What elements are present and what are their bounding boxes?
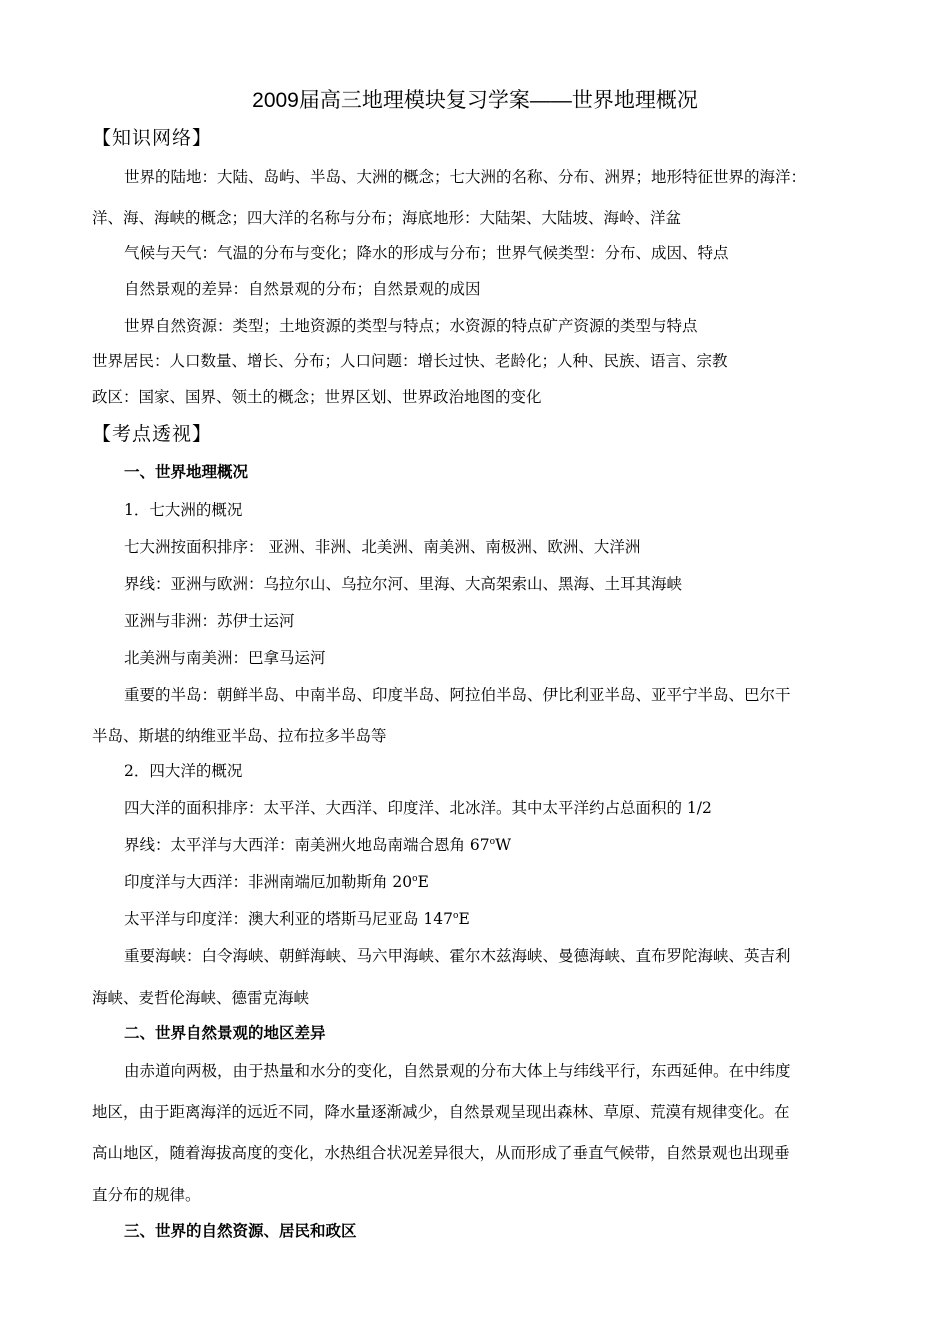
- section-heading-resources-population: 三、世界的自然资源、居民和政区: [124, 1223, 357, 1240]
- landscape-paragraph-line-2: 地区，由于距离海洋的远近不同，降水量逐渐减少，自然景观呈现出森林、草原、荒漠有规律变化。在: [92, 1103, 790, 1121]
- americas-boundary: 北美洲与南美洲：巴拿马运河: [124, 649, 326, 667]
- indian-atlantic-boundary: 印度洋与大西洋：非洲南端厄加勒斯角 20$^o$E: [124, 873, 429, 891]
- knowledge-line-politics: 政区：国家、国界、领土的概念；世界区划、世界政治地图的变化: [92, 388, 542, 406]
- asia-africa-boundary: 亚洲与非洲：苏伊士运河: [124, 612, 295, 630]
- pacific-indian-boundary: 太平洋与印度洋：澳大利亚的塔斯马尼亚岛 147$^o$E: [124, 910, 470, 928]
- item-four-oceans: 2．四大洋的概况: [124, 762, 243, 780]
- section-heading-world-overview: 一、世界地理概况: [124, 464, 249, 481]
- peninsulas-line-2: 半岛、斯堪的纳维亚半岛、拉布拉多半岛等: [92, 727, 387, 745]
- landscape-paragraph-line-3: 高山地区，随着海拔高度的变化，水热组合状况差异很大，从而形成了垂直气候带，自然景观也出现垂: [92, 1144, 790, 1162]
- knowledge-network-heading: 【知识网络】: [92, 127, 213, 149]
- section-heading-landscape-differences: 二、世界自然景观的地区差异: [124, 1025, 326, 1042]
- landscape-paragraph-line-4: 直分布的规律。: [92, 1186, 201, 1204]
- landscape-paragraph-line-1: 由赤道向两极，由于热量和水分的变化，自然景观的分布大体上与纬线平行，东西延伸。在中纬度: [124, 1062, 791, 1080]
- knowledge-line-land: 世界的陆地：大陆、岛屿、半岛、大洲的概念；七大洲的名称、分布、洲界；地形特征世界的海洋：: [124, 168, 807, 186]
- document-title: 2009届高三地理模块复习学案——世界地理概况: [252, 89, 698, 112]
- continent-area-order: 七大洲按面积排序： 亚洲、非洲、北美洲、南美洲、南极洲、欧洲、大洋洲: [124, 538, 641, 556]
- knowledge-line-population: 世界居民：人口数量、增长、分布；人口问题：增长过快、老龄化；人种、民族、语言、宗教: [92, 352, 728, 370]
- knowledge-line-ocean: 洋、海、海峡的概念；四大洋的名称与分布；海底地形：大陆架、大陆坡、海岭、洋盆: [92, 209, 682, 227]
- asia-europe-boundary: 界线：亚洲与欧洲：乌拉尔山、乌拉尔河、里海、大高架索山、黑海、土耳其海峡: [124, 575, 683, 593]
- item-seven-continents: 1．七大洲的概况: [124, 501, 243, 519]
- knowledge-line-climate: 气候与天气：气温的分布与变化；降水的形成与分布；世界气候类型：分布、成因、特点: [124, 244, 729, 262]
- peninsulas-line-1: 重要的半岛：朝鲜半岛、中南半岛、印度半岛、阿拉伯半岛、伊比利亚半岛、亚平宁半岛、巴尔干: [124, 686, 791, 704]
- straits-line-1: 重要海峡：白令海峡、朝鲜海峡、马六甲海峡、霍尔木兹海峡、曼德海峡、直布罗陀海峡、英吉利: [124, 947, 791, 965]
- pacific-atlantic-boundary: 界线：太平洋与大西洋：南美洲火地岛南端合恩角 67$^o$W: [124, 836, 512, 854]
- knowledge-line-resources: 世界自然资源：类型；土地资源的类型与特点；水资源的特点矿产资源的类型与特点: [124, 317, 698, 335]
- ocean-area-order: 四大洋的面积排序：太平洋、大西洋、印度洋、北冰洋。其中太平洋约占总面积的 1/2: [124, 799, 712, 817]
- exam-points-heading: 【考点透视】: [92, 423, 213, 445]
- knowledge-line-landscape: 自然景观的差异：自然景观的分布；自然景观的成因: [124, 280, 481, 298]
- straits-line-2: 海峡、麦哲伦海峡、德雷克海峡: [92, 989, 310, 1007]
